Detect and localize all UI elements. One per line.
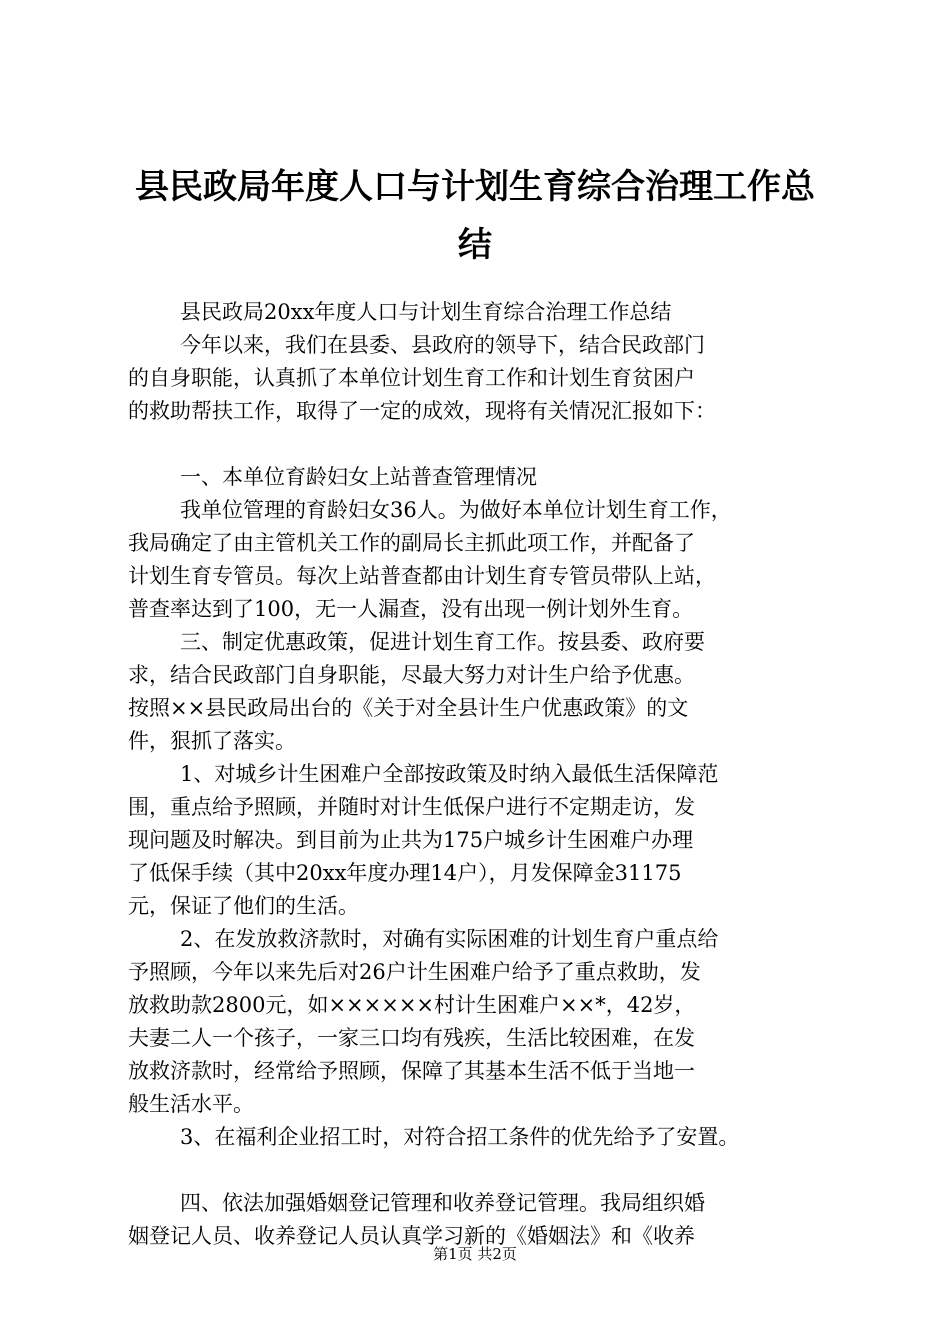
body-line: 计划生育专管员。每次上站普查都由计划生育专管员带队上站， bbox=[128, 564, 716, 588]
body-line: 三、制定优惠政策，促进计划生育工作。按县委、政府要 bbox=[180, 630, 705, 654]
body-line: 3、在福利企业招工时，对符合招工条件的优先给予了安置。 bbox=[180, 1125, 740, 1149]
body-line: 今年以来，我们在县委、县政府的领导下，结合民政部门 bbox=[180, 333, 705, 357]
body-line: 求，结合民政部门自身职能，尽最大努力对计生户给予优惠。 bbox=[128, 663, 695, 687]
document-title-line-1: 县民政局年度人口与计划生育综合治理工作总 bbox=[135, 167, 815, 207]
section-heading: 一、本单位育龄妇女上站普查管理情况 bbox=[180, 465, 537, 489]
body-line: 的自身职能，认真抓了本单位计划生育工作和计划生育贫困户 bbox=[128, 366, 695, 390]
body-line: 般生活水平。 bbox=[128, 1092, 254, 1116]
page-footer: 第1页 共2页 bbox=[433, 1245, 517, 1263]
body-line: 了低保手续（其中20xx年度办理14户），月发保障金31175 bbox=[128, 861, 682, 885]
body-line: 夫妻二人一个孩子，一家三口均有残疾，生活比较困难，在发 bbox=[128, 1026, 695, 1050]
body-line: 件，狠抓了落实。 bbox=[128, 729, 296, 753]
body-line: 的救助帮扶工作，取得了一定的成效，现将有关情况汇报如下： bbox=[128, 399, 716, 423]
section-heading: 四、依法加强婚姻登记管理和收养登记管理。我局组织婚 bbox=[180, 1191, 705, 1215]
body-line: 普查率达到了100，无一人漏查，没有出现一例计划外生育。 bbox=[128, 597, 694, 621]
body-line: 予照顾，今年以来先后对26户计生困难户给予了重点救助，发 bbox=[128, 960, 701, 984]
body-line: 围，重点给予照顾，并随时对计生低保户进行不定期走访，发 bbox=[128, 795, 695, 819]
body-line: 县民政局20xx年度人口与计划生育综合治理工作总结 bbox=[180, 300, 672, 324]
body-line: 姻登记人员、收养登记人员认真学习新的《婚姻法》和《收养 bbox=[128, 1224, 695, 1248]
blank-line bbox=[128, 428, 828, 461]
body-line: 2、在发放救济款时，对确有实际困难的计划生育户重点给 bbox=[180, 927, 719, 951]
blank-line bbox=[128, 1154, 828, 1187]
body-line: 元，保证了他们的生活。 bbox=[128, 894, 359, 918]
document-body bbox=[128, 296, 828, 1253]
body-line: 我局确定了由主管机关工作的副局长主抓此项工作，并配备了 bbox=[128, 531, 695, 555]
body-line: 放救济款时，经常给予照顾，保障了其基本生活不低于当地一 bbox=[128, 1059, 695, 1083]
body-line: 现问题及时解决。到目前为止共为175户城乡计生困难户办理 bbox=[128, 828, 694, 852]
body-line: 放救助款2800元，如××××××村计生困难户××*，42岁， bbox=[128, 993, 696, 1017]
body-line: 我单位管理的育龄妇女36人。为做好本单位计划生育工作， bbox=[180, 498, 732, 522]
body-line: 1、对城乡计生困难户全部按政策及时纳入最低生活保障范 bbox=[180, 762, 719, 786]
body-line: 按照××县民政局出台的《关于对全县计生户优惠政策》的文 bbox=[128, 696, 689, 720]
document-title-line-2: 结 bbox=[458, 225, 492, 265]
